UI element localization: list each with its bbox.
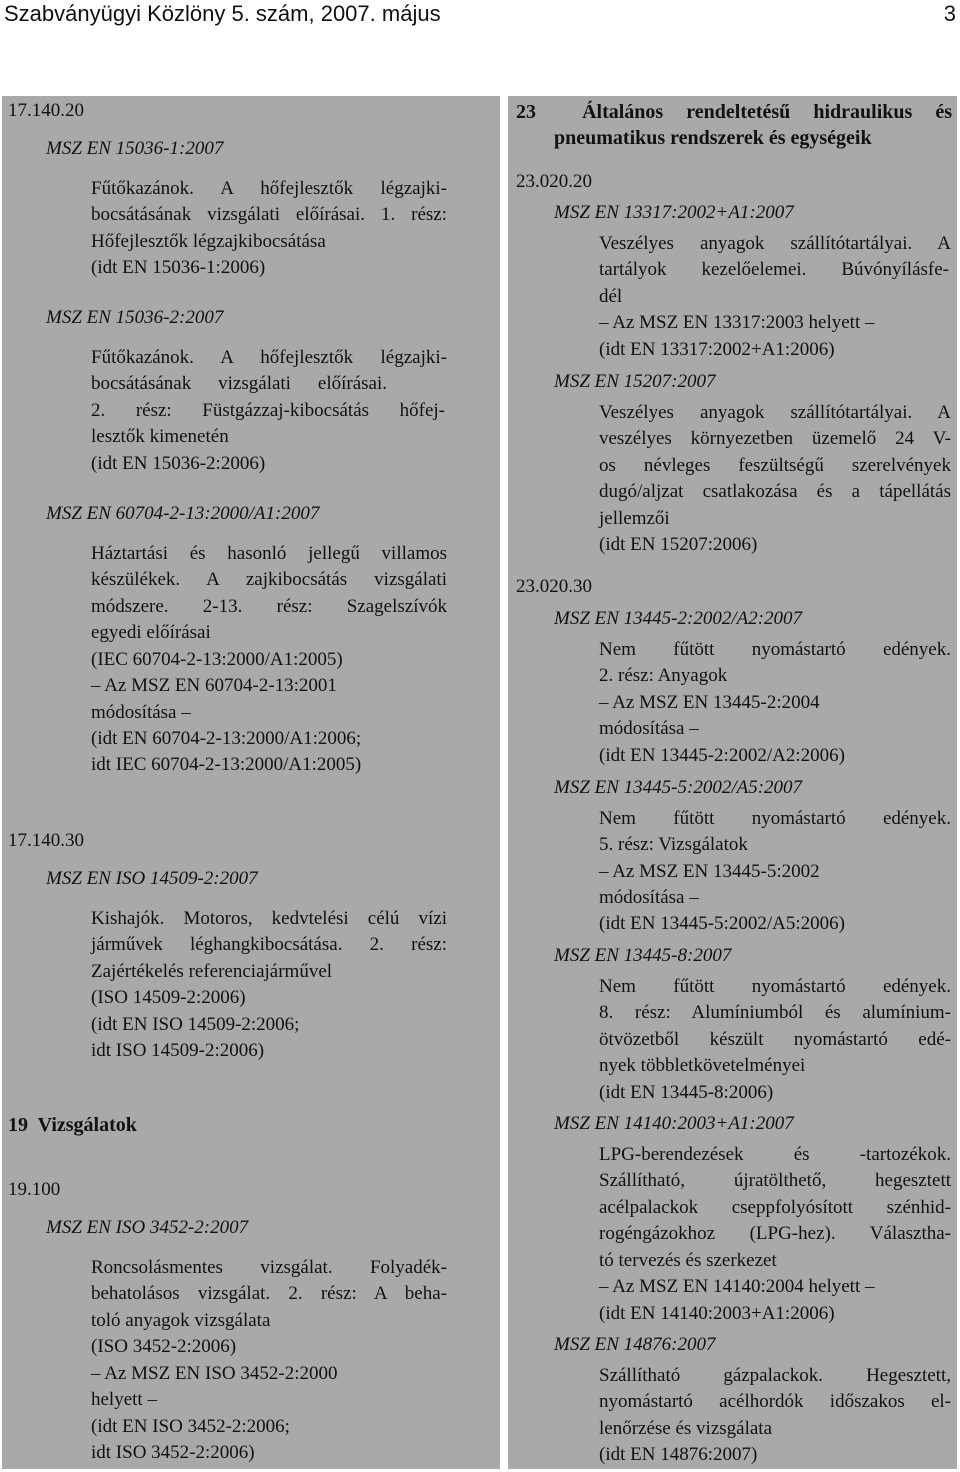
standard-id: MSZ EN 60704-2-13:2000/A1:2007 <box>46 503 320 524</box>
journal-title: Szabványügyi Közlöny 5. szám, 2007. május <box>4 1 441 26</box>
entry-line: Nem fűtött nyomástartó edények. <box>599 808 951 829</box>
entry-line: – Az MSZ EN 13317:2003 helyett – <box>599 312 875 333</box>
entry-line: acélpalackok cseppfolyósított szénhid- <box>599 1197 951 1218</box>
entry-line: dél <box>599 286 623 307</box>
entry-line: bocsátásának vizsgálati előírásai. <box>91 373 387 394</box>
entry-line: Háztartási és hasonló jellegű villamos <box>91 543 447 564</box>
entry-line: (idt EN 15036-2:2006) <box>91 453 266 474</box>
section-code: 17.140.20 <box>8 100 84 121</box>
entry-line: (idt EN 14140:2003+A1:2006) <box>599 1303 835 1324</box>
entry-line: Szállítható, újratölthető, hegesztett <box>599 1170 951 1191</box>
entry-line: dugó/aljzat csatlakozása és a tápellátás <box>599 481 951 502</box>
entry-line: Zajértékelés referenciajárművel <box>91 961 333 982</box>
standard-id: MSZ EN 13445-5:2002/A5:2007 <box>554 777 803 798</box>
section-code: 19.100 <box>8 1179 61 1200</box>
entry-line: Szállítható gázpalackok. Hegesztett, <box>599 1365 951 1386</box>
entry-line: (idt EN 13445-5:2002/A5:2006) <box>599 913 845 934</box>
entry-line: Fűtőkazánok. A hőfejlesztők légzajki- <box>91 347 447 368</box>
entry-line: (idt EN ISO 3452-2:2006; <box>91 1416 290 1437</box>
entry-line: lesztők kimenetén <box>91 426 229 447</box>
entry-line: nyomástartó acélhordók időszakos el- <box>599 1391 951 1412</box>
entry-line: járművek léghangkibocsátása. 2. rész: <box>91 934 447 955</box>
entry-line: tartályok kezelőelemei. Búvónyílásfe- <box>599 259 949 280</box>
entry-line: helyett – <box>91 1389 157 1410</box>
entry-line: Kishajók. Motoros, kedvtelési célú vízi <box>91 908 447 929</box>
page-header <box>0 0 960 28</box>
left-column <box>2 96 500 1469</box>
entry-line: (idt EN 13445-8:2006) <box>599 1082 774 1103</box>
entry-line: LPG-berendezések és -tartozékok. <box>599 1144 951 1165</box>
entry-line: – Az MSZ EN 13445-5:2002 <box>599 861 820 882</box>
entry-line: os névleges feszültségű szerelvények <box>599 455 951 476</box>
entry-line: módosítása – <box>599 887 699 908</box>
entry-line: (idt EN 60704-2-13:2000/A1:2006; <box>91 728 362 749</box>
standard-id: MSZ EN ISO 3452-2:2007 <box>46 1217 249 1238</box>
entry-line: (ISO 3452-2:2006) <box>91 1336 237 1357</box>
standard-id: MSZ EN ISO 14509-2:2007 <box>46 868 258 889</box>
standard-id: MSZ EN 15207:2007 <box>554 371 716 392</box>
entry-line: lenőrzése és vizsgálata <box>599 1418 773 1439</box>
entry-line: 2. rész: Füstgázzaj-kibocsátás hőfej- <box>91 400 445 421</box>
entry-line: behatolásos vizsgálat. 2. rész: A beha- <box>91 1283 447 1304</box>
entry-line: Veszélyes anyagok szállítótartályai. A <box>599 233 951 254</box>
entry-line: – Az MSZ EN ISO 3452-2:2000 <box>91 1363 338 1384</box>
section-code: 23.020.30 <box>516 576 592 597</box>
entry-line: egyedi előírásai <box>91 622 211 643</box>
standard-id: MSZ EN 14140:2003+A1:2007 <box>554 1113 794 1134</box>
entry-line: (idt EN 15036-1:2006) <box>91 257 266 278</box>
standard-id: MSZ EN 15036-2:2007 <box>46 307 224 328</box>
entry-line: Veszélyes anyagok szállítótartályai. A <box>599 402 951 423</box>
entry-line: 2. rész: Anyagok <box>599 665 728 686</box>
entry-line: – Az MSZ EN 13445-2:2004 <box>599 692 820 713</box>
entry-line: rogéngázokhoz (LPG-hez). Választha- <box>599 1223 951 1244</box>
entry-line: (idt EN 15207:2006) <box>599 534 758 555</box>
entry-line: (idt EN ISO 14509-2:2006; <box>91 1014 300 1035</box>
entry-line: (idt EN 13317:2002+A1:2006) <box>599 339 835 360</box>
entry-line: Roncsolásmentes vizsgálat. Folyadék- <box>91 1257 447 1278</box>
entry-line: – Az MSZ EN 60704-2-13:2001 <box>91 675 337 696</box>
entry-line: módosítása – <box>599 718 699 739</box>
entry-line: (idt EN 14876:2007) <box>599 1444 758 1465</box>
standard-id: MSZ EN 13317:2002+A1:2007 <box>554 202 794 223</box>
entry-line: nyek többletkövetelményei <box>599 1055 806 1076</box>
page-number: 3 <box>943 1 956 26</box>
entry-line: jellemzői <box>599 508 670 529</box>
entry-line: módszere. 2-13. rész: Szagelszívók <box>91 596 447 617</box>
entry-line: (ISO 14509-2:2006) <box>91 987 246 1008</box>
standard-id: MSZ EN 13445-2:2002/A2:2007 <box>554 608 803 629</box>
entry-line: bocsátásának vizsgálati előírásai. 1. rész: <box>91 204 447 225</box>
entry-line: veszélyes környezetben üzemelő 24 V- <box>599 428 951 449</box>
entry-line: Nem fűtött nyomástartó edények. <box>599 639 951 660</box>
entry-line: idt IEC 60704-2-13:2000/A1:2005) <box>91 754 362 775</box>
section-code: 17.140.30 <box>8 830 84 851</box>
entry-line: – Az MSZ EN 14140:2004 helyett – <box>599 1276 875 1297</box>
entry-line: (idt EN 13445-2:2002/A2:2006) <box>599 745 845 766</box>
entry-line: Hőfejlesztők légzajkibocsátása <box>91 231 326 252</box>
section-heading: 19 Vizsgálatok <box>8 1114 137 1136</box>
entry-line: készülékek. A zajkibocsátás vizsgálati <box>91 569 447 590</box>
section-heading: 23 Általános rendeltetésű hidraulikus és <box>516 101 952 123</box>
entry-line: módosítása – <box>91 702 191 723</box>
entry-line: idt ISO 3452-2:2006) <box>91 1442 255 1463</box>
entry-line: tó tervezés és szerkezet <box>599 1250 777 1271</box>
standard-id: MSZ EN 13445-8:2007 <box>554 945 732 966</box>
entry-line: toló anyagok vizsgálata <box>91 1310 271 1331</box>
entry-line: idt ISO 14509-2:2006) <box>91 1040 265 1061</box>
standard-id: MSZ EN 14876:2007 <box>554 1334 716 1355</box>
entry-line: ötvözetből készült nyomástartó edé- <box>599 1029 951 1050</box>
entry-line: Fűtőkazánok. A hőfejlesztők légzajki- <box>91 178 447 199</box>
section-code: 23.020.20 <box>516 171 592 192</box>
right-column <box>508 96 957 1469</box>
entry-line: 5. rész: Vizsgálatok <box>599 834 748 855</box>
standard-id: MSZ EN 15036-1:2007 <box>46 138 224 159</box>
section-heading-continued: pneumatikus rendszerek és egységeik <box>554 127 872 149</box>
entry-line: (IEC 60704-2-13:2000/A1:2005) <box>91 649 343 670</box>
entry-line: 8. rész: Alumíniumból és alumínium- <box>599 1002 951 1023</box>
entry-line: Nem fűtött nyomástartó edények. <box>599 976 951 997</box>
